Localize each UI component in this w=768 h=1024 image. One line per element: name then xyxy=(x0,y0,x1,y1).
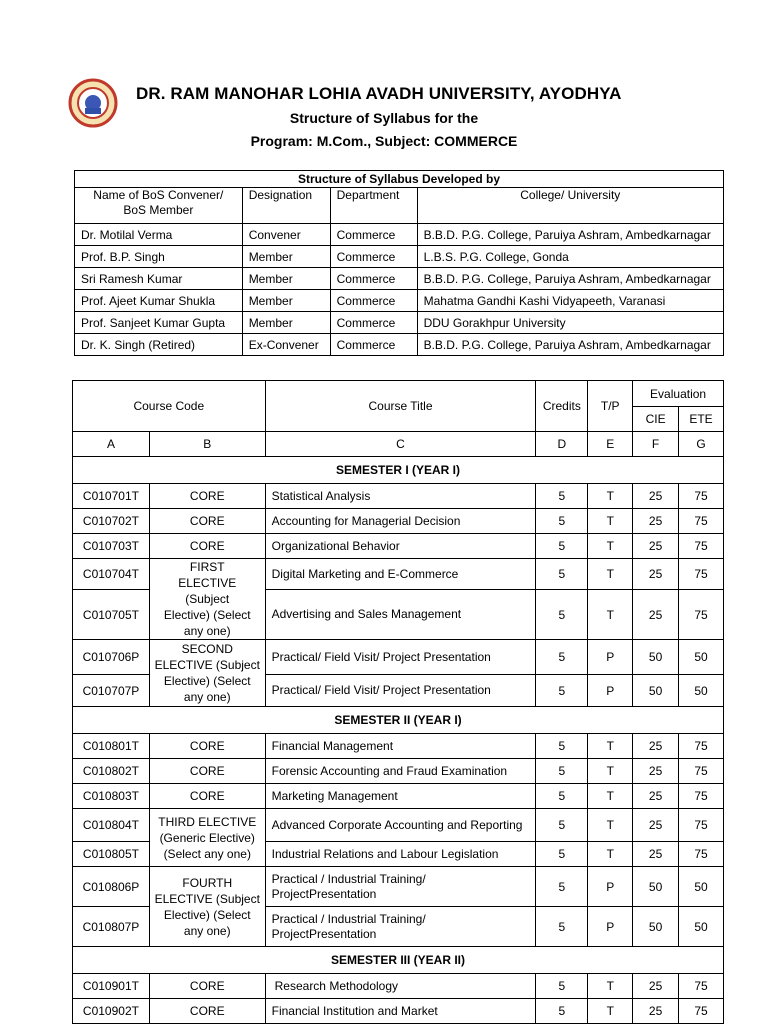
course-code: C010707P xyxy=(73,675,150,707)
course-ete: 75 xyxy=(679,999,724,1024)
course-cie: 50 xyxy=(633,640,679,675)
bos-row xyxy=(75,268,724,290)
header-evaluation: Evaluation xyxy=(633,381,724,407)
course-cie: 50 xyxy=(633,675,679,707)
course-type: CORE xyxy=(149,734,265,759)
course-ete: 75 xyxy=(679,842,724,867)
column-letter: E xyxy=(588,432,633,457)
course-row xyxy=(73,484,724,509)
bos-cell: Member xyxy=(242,246,330,268)
bos-cell: B.B.D. P.G. College, Paruiya Ashram, Ambedkarnagar xyxy=(417,224,723,246)
bos-cell: Sri Ramesh Kumar xyxy=(75,268,243,290)
bos-row xyxy=(75,312,724,334)
column-letter: D xyxy=(536,432,588,457)
column-letter: G xyxy=(679,432,724,457)
course-tp: T xyxy=(588,784,633,809)
course-credits: 5 xyxy=(536,759,588,784)
course-code: C010901T xyxy=(73,974,150,999)
course-cie: 25 xyxy=(633,509,679,534)
course-ete: 50 xyxy=(679,907,724,947)
course-ete: 75 xyxy=(679,509,724,534)
course-type: CORE xyxy=(149,784,265,809)
course-tp: T xyxy=(588,759,633,784)
course-credits: 5 xyxy=(536,675,588,707)
course-row xyxy=(73,640,724,675)
bos-cell: B.B.D. P.G. College, Paruiya Ashram, Ambedkarnagar xyxy=(417,334,723,356)
course-title: Research Methodology xyxy=(265,974,536,999)
course-credits: 5 xyxy=(536,559,588,590)
course-tp: T xyxy=(588,999,633,1024)
bos-row xyxy=(75,224,724,246)
bos-header-name: Name of BoS Convener/ BoS Member xyxy=(75,188,243,224)
bos-cell: Commerce xyxy=(330,334,417,356)
course-credits: 5 xyxy=(536,734,588,759)
course-type: CORE xyxy=(149,759,265,784)
course-code: C010805T xyxy=(73,842,150,867)
course-credits: 5 xyxy=(536,640,588,675)
semester-heading: SEMESTER III (YEAR II) xyxy=(73,947,724,974)
course-tp: T xyxy=(588,484,633,509)
course-ete: 75 xyxy=(679,734,724,759)
bos-cell: Member xyxy=(242,268,330,290)
course-cie: 25 xyxy=(633,759,679,784)
bos-header-college: College/ University xyxy=(417,188,723,224)
bos-cell: Commerce xyxy=(330,312,417,334)
course-code: C010806P xyxy=(73,867,150,907)
course-credits: 5 xyxy=(536,534,588,559)
bos-members-table xyxy=(74,170,724,356)
course-title: Advanced Corporate Accounting and Reporting xyxy=(265,809,536,842)
course-cie: 25 xyxy=(633,809,679,842)
column-letter: A xyxy=(73,432,150,457)
header-cie: CIE xyxy=(633,407,679,432)
course-row xyxy=(73,509,724,534)
header-credits: Credits xyxy=(536,381,588,432)
header-course-title: Course Title xyxy=(265,381,536,432)
course-cie: 25 xyxy=(633,534,679,559)
course-code: C010804T xyxy=(73,809,150,842)
bos-header-department: Department xyxy=(330,188,417,224)
bos-cell: Dr. K. Singh (Retired) xyxy=(75,334,243,356)
bos-cell: Commerce xyxy=(330,246,417,268)
column-letter: B xyxy=(149,432,265,457)
course-code: C010803T xyxy=(73,784,150,809)
course-row xyxy=(73,809,724,842)
course-cie: 25 xyxy=(633,734,679,759)
course-tp: T xyxy=(588,734,633,759)
course-row xyxy=(73,534,724,559)
course-title: Accounting for Managerial Decision xyxy=(265,509,536,534)
course-code: C010703T xyxy=(73,534,150,559)
course-type: CORE xyxy=(149,534,265,559)
course-code: C010801T xyxy=(73,734,150,759)
bos-cell: Dr. Motilal Verma xyxy=(75,224,243,246)
bos-row xyxy=(75,334,724,356)
course-row xyxy=(73,784,724,809)
course-title: Advertising and Sales Management xyxy=(265,590,536,640)
column-letter: C xyxy=(265,432,536,457)
course-type: CORE xyxy=(149,509,265,534)
course-credits: 5 xyxy=(536,842,588,867)
course-ete: 50 xyxy=(679,675,724,707)
course-tp: T xyxy=(588,509,633,534)
course-code: C010902T xyxy=(73,999,150,1024)
course-row xyxy=(73,867,724,907)
university-name: DR. RAM MANOHAR LOHIA AVADH UNIVERSITY, AYODHYA xyxy=(136,84,622,103)
course-tp: P xyxy=(588,867,633,907)
bos-cell: Prof. B.P. Singh xyxy=(75,246,243,268)
syllabus-subtitle: Structure of Syllabus for the xyxy=(289,110,479,126)
column-letter: F xyxy=(633,432,679,457)
course-credits: 5 xyxy=(536,484,588,509)
course-structure-table xyxy=(72,380,724,1024)
bos-cell: B.B.D. P.G. College, Paruiya Ashram, Ambedkarnagar xyxy=(417,268,723,290)
course-tp: T xyxy=(588,974,633,999)
course-tp: T xyxy=(588,534,633,559)
course-credits: 5 xyxy=(536,974,588,999)
course-credits: 5 xyxy=(536,809,588,842)
course-title: Forensic Accounting and Fraud Examination xyxy=(265,759,536,784)
course-tp: P xyxy=(588,907,633,947)
course-title: Industrial Relations and Labour Legislation xyxy=(265,842,536,867)
course-cie: 25 xyxy=(633,999,679,1024)
semester-heading: SEMESTER II (YEAR I) xyxy=(73,707,724,734)
course-title: Statistical Analysis xyxy=(265,484,536,509)
bos-cell: Convener xyxy=(242,224,330,246)
elective-group: FIRST ELECTIVE (Subject Elective) (Select any one) xyxy=(149,559,265,640)
course-type: CORE xyxy=(149,974,265,999)
course-tp: T xyxy=(588,842,633,867)
course-cie: 50 xyxy=(633,867,679,907)
course-code: C010706P xyxy=(73,640,150,675)
course-ete: 50 xyxy=(679,867,724,907)
course-title: Practical/ Field Visit/ Project Presentation xyxy=(265,640,536,675)
course-row xyxy=(73,759,724,784)
course-code: C010705T xyxy=(73,590,150,640)
bos-cell: Commerce xyxy=(330,224,417,246)
course-row xyxy=(73,999,724,1024)
header-tp: T/P xyxy=(588,381,633,432)
course-ete: 75 xyxy=(679,534,724,559)
bos-cell: Mahatma Gandhi Kashi Vidyapeeth, Varanasi xyxy=(417,290,723,312)
bos-header-designation: Designation xyxy=(242,188,330,224)
course-cie: 25 xyxy=(633,974,679,999)
course-ete: 50 xyxy=(679,640,724,675)
course-code: C010701T xyxy=(73,484,150,509)
course-ete: 75 xyxy=(679,590,724,640)
course-title: Practical / Industrial Training/ ProjectPresentation xyxy=(265,907,536,947)
bos-cell: DDU Gorakhpur University xyxy=(417,312,723,334)
course-tp: T xyxy=(588,559,633,590)
course-row xyxy=(73,974,724,999)
course-ete: 75 xyxy=(679,759,724,784)
course-credits: 5 xyxy=(536,867,588,907)
bos-row xyxy=(75,290,724,312)
course-ete: 75 xyxy=(679,484,724,509)
course-title: Financial Institution and Market xyxy=(265,999,536,1024)
bos-cell: Member xyxy=(242,312,330,334)
course-cie: 25 xyxy=(633,784,679,809)
course-title: Practical/ Field Visit/ Project Presentation xyxy=(265,675,536,707)
course-credits: 5 xyxy=(536,509,588,534)
course-credits: 5 xyxy=(536,999,588,1024)
semester-heading: SEMESTER I (YEAR I) xyxy=(73,457,724,484)
header-course-code: Course Code xyxy=(73,381,266,432)
course-type: CORE xyxy=(149,484,265,509)
course-cie: 25 xyxy=(633,590,679,640)
course-credits: 5 xyxy=(536,907,588,947)
course-type: CORE xyxy=(149,999,265,1024)
course-row xyxy=(73,559,724,590)
course-credits: 5 xyxy=(536,784,588,809)
bos-cell: Ex-Convener xyxy=(242,334,330,356)
bos-cell: Commerce xyxy=(330,290,417,312)
course-ete: 75 xyxy=(679,809,724,842)
course-title: Practical / Industrial Training/ ProjectPresentation xyxy=(265,867,536,907)
course-tp: T xyxy=(588,590,633,640)
bos-cell: Prof. Ajeet Kumar Shukla xyxy=(75,290,243,312)
course-code: C010702T xyxy=(73,509,150,534)
course-tp: T xyxy=(588,809,633,842)
course-code: C010704T xyxy=(73,559,150,590)
program-subject: Program: M.Com., Subject: COMMERCE xyxy=(250,133,518,149)
course-cie: 25 xyxy=(633,559,679,590)
course-ete: 75 xyxy=(679,784,724,809)
course-tp: P xyxy=(588,640,633,675)
course-title: Organizational Behavior xyxy=(265,534,536,559)
elective-group: THIRD ELECTIVE (Generic Elective) (Select any one) xyxy=(149,809,265,867)
course-tp: P xyxy=(588,675,633,707)
course-cie: 50 xyxy=(633,907,679,947)
bos-cell: Member xyxy=(242,290,330,312)
course-ete: 75 xyxy=(679,974,724,999)
course-code: C010802T xyxy=(73,759,150,784)
course-title: Financial Management xyxy=(265,734,536,759)
bos-cell: L.B.S. P.G. College, Gonda xyxy=(417,246,723,268)
course-code: C010807P xyxy=(73,907,150,947)
course-credits: 5 xyxy=(536,590,588,640)
bos-caption: Structure of Syllabus Developed by xyxy=(75,171,724,188)
course-ete: 75 xyxy=(679,559,724,590)
course-title: Marketing Management xyxy=(265,784,536,809)
course-title: Digital Marketing and E-Commerce xyxy=(265,559,536,590)
bos-cell: Prof. Sanjeet Kumar Gupta xyxy=(75,312,243,334)
course-cie: 25 xyxy=(633,842,679,867)
elective-group: FOURTH ELECTIVE (Subject Elective) (Select any one) xyxy=(149,867,265,947)
course-cie: 25 xyxy=(633,484,679,509)
elective-group: SECOND ELECTIVE (Subject Elective) (Select any one) xyxy=(149,640,265,707)
bos-row xyxy=(75,246,724,268)
bos-cell: Commerce xyxy=(330,268,417,290)
course-row xyxy=(73,734,724,759)
header-ete: ETE xyxy=(679,407,724,432)
